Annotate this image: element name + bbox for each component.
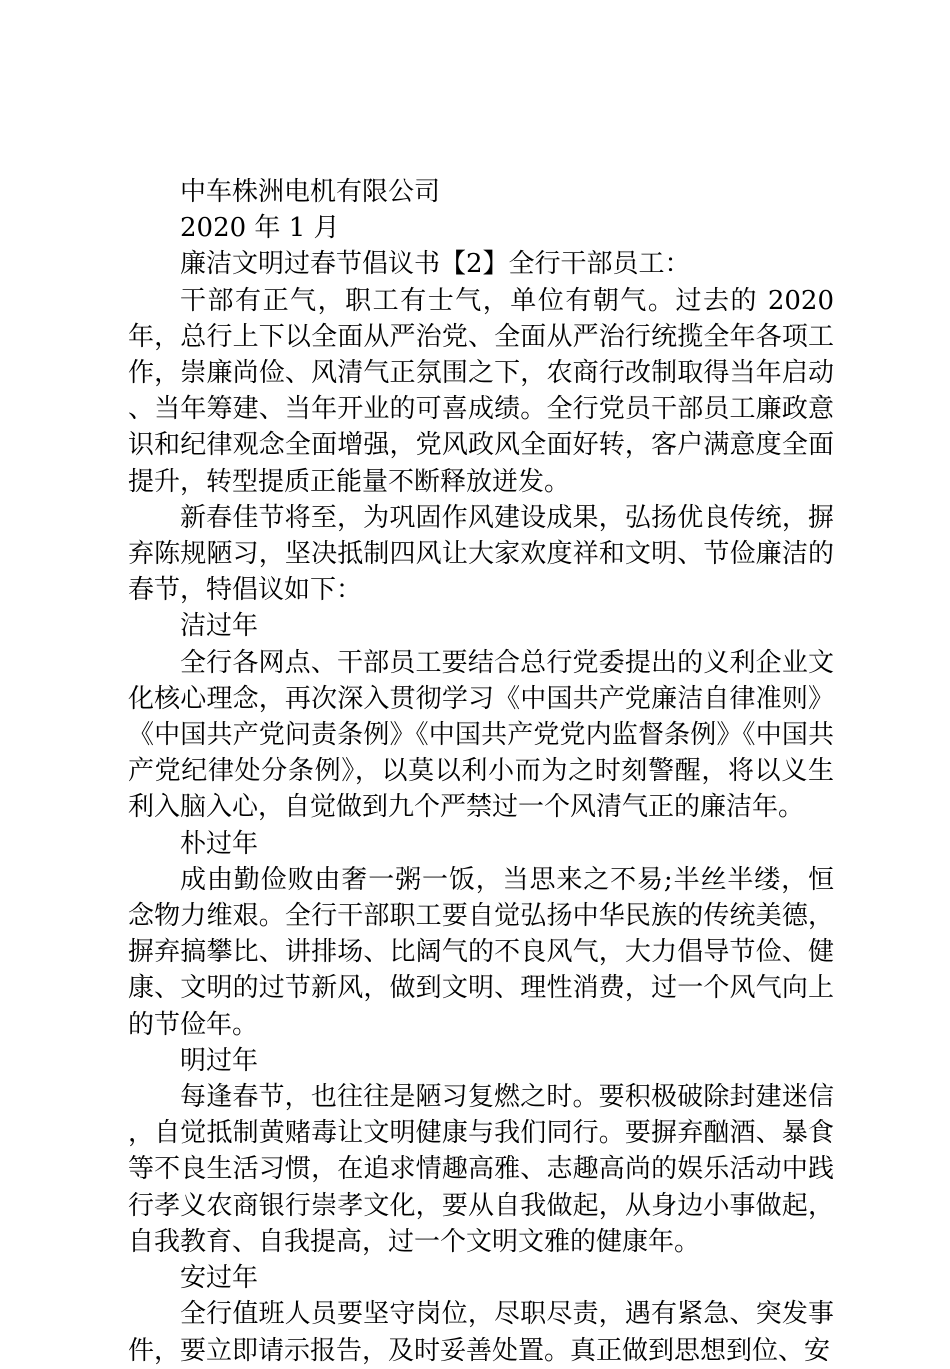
section-body-civilized: 每逢春节，也往往是陋习复燃之时。要积极破除封建迷信，自觉抵制黄赌毒让文明健康与我们同行。要摒弃酗酒、暴食等不良生活习惯，在追求情趣高雅、志趣高尚的娱乐活动中践行孝义农商银行崇孝文化，要从自我做起，从身边小事做起，自我教育、自我提高，过一个文明文雅的健康年。 <box>128 1082 834 1257</box>
section-title-safe: 安过年 <box>180 1263 259 1294</box>
document-heading: 廉洁文明过春节倡议书【2】全行干部员工： <box>180 249 691 280</box>
proposal-paragraph: 新春佳节将至，为巩固作风建设成果，弘扬优良传统，摒弃陈规陋习，坚决抵制四风让大家欢度祥和文明、节俭廉洁的春节，特倡议如下： <box>128 502 834 606</box>
company-name: 中车株洲电机有限公司 <box>180 177 441 207</box>
section-body-safe: 全行值班人员要坚守岗位，尽职尽责，遇有紧急、突发事件，要立即请示报告，及时妥善处置。真正做到思想到位、安 <box>128 1299 834 1366</box>
intro-paragraph: 干部有正气，职工有士气，单位有朝气。过去的 2020 年，总行上下以全面从严治党、全面从严治行统揽全年各项工作，崇廉尚俭、风清气正氛围之下，农商行改制取得当年启动、当年筹建、当年开业的可喜成绩。全行党员干部员工廉政意识和纪律观念全面增强，党风政风全面好转，客户满意度全面提升，转型提质正能量不断释放迸发。 <box>128 285 834 497</box>
section-body-simple: 成由勤俭败由奢一粥一饭，当思来之不易;半丝半缕，恒念物力维艰。全行干部职工要自觉弘扬中华民族的传统美德，摒弃搞攀比、讲排场、比阔气的不良风气，大力倡导节俭、健康、文明的过节新风，做到文明、理性消费，过一个风气向上的节俭年。 <box>128 864 834 1040</box>
section-body-clean: 全行各网点、干部员工要结合总行党委提出的义利企业文化核心理念，再次深入贯彻学习《中国共产党廉洁自律准则》《中国共产党问责条例》《中国共产党党内监督条例》《中国共产党纪律处分条例》，以莫以利小而为之时刻警醒，将以义生利入脑入心，自觉做到九个严禁过一个风清气正的廉洁年。 <box>128 647 834 823</box>
section-title-clean: 洁过年 <box>180 611 259 642</box>
document-date: 2020 年 1 月 <box>180 213 340 244</box>
document-page <box>128 174 834 1369</box>
section-title-civilized: 明过年 <box>180 1045 259 1076</box>
section-title-simple: 朴过年 <box>180 828 259 859</box>
